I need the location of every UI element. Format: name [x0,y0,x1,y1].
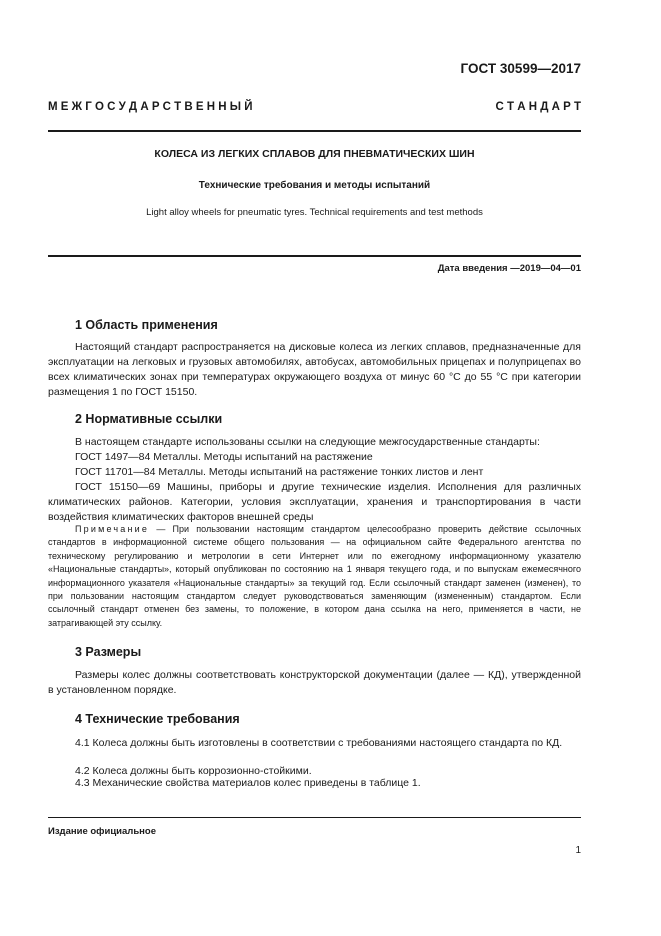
section-3-paragraph: Размеры колес должны соответствовать конструкторской документации (далее — КД), утвержденной в установленном порядке. [48,669,581,696]
official-edition-label: Издание официальное [48,826,156,837]
note-text: — При пользовании настоящим стандартом целесообразно проверить действие ссылочных стандартов в информационной системе общего пользования — на официальном сайте Федерального агентства по техническому регулированию и метрологии в сети Интернет или по ежегодному информационному указателю «Национальные стандарты», который опубликован по состоянию на 1 января текущего года, и по выпускам ежемесячного информационного указателя «Национальные стандарты» за текущий год. Если ссылочный стандарт заменен (изменен), то при пользовании настоящим стандартом следует руководствоваться заменяющим (измененным) стандартом. Если ссылочный стандарт отменен без замены, то положение, в котором дана ссылка на него, применяется в части, не затрагивающей эту ссылку. [48,524,581,628]
standard-type-banner [48,101,581,113]
requirement-item: 4.1 Колеса должны быть изготовлены в соответствии с требованиями настоящего стандарта по КД. [75,737,563,749]
top-divider [48,130,581,132]
requirement-item: 4.2 Колеса должны быть коррозионно-стойкими. [75,765,312,777]
note-label: Примечание [75,524,150,534]
document-title: КОЛЕСА ИЗ ЛЕГКИХ СПЛАВОВ ДЛЯ ПНЕВМАТИЧЕСКИХ ШИН [154,148,475,160]
requirement-item: 4.3 Механические свойства материалов колес приведены в таблице 1. [75,777,421,789]
banner-word-standard: С Т А Н Д А Р Т [495,101,581,113]
banner-word-interstate: М Е Ж Г О С У Д А Р С Т В Е Н Н Ы Й [48,101,253,113]
section-1-paragraph: Настоящий стандарт распространяется на дисковые колеса из легких сплавов, предназначенные для эксплуатации на легковых и грузовых автомобилях, автобусах, автомобильных прицепах и полуприцепах во всех климатических зонах при температурах окружающего воздуха от минус 60 °С до 55 °С при категории размещения 1 по ГОСТ 15150. [48,341,581,398]
normative-reference: ГОСТ 1497—84 Металлы. Методы испытаний на растяжение [75,451,373,463]
gost-number: ГОСТ 30599—2017 [460,61,581,76]
title-divider [48,255,581,257]
normative-reference: ГОСТ 11701—84 Металлы. Методы испытаний на растяжение тонких листов и лент [75,466,484,478]
section-2-heading: 2 Нормативные ссылки [75,412,223,426]
section-3-heading: 3 Размеры [75,645,142,659]
normative-reference: ГОСТ 15150—69 Машины, приборы и другие технические изделия. Исполнения для различных климатических районов. Категории, условия эксплуатации, хранения и транспортирования в части воздействия климатических факторов внешней среды [48,481,581,523]
section-2-intro: В настоящем стандарте использованы ссылки на следующие межгосударственные стандарты: [75,436,540,448]
section-2-note [48,523,581,630]
section-4-heading: 4 Технические требования [75,712,240,726]
document-subtitle: Технические требования и методы испытаний [198,180,431,191]
footer-divider [48,817,581,818]
page-number: 1 [575,845,581,856]
document-english-title: Light alloy wheels for pneumatic tyres. Technical requirements and test methods [146,207,483,218]
section-1-heading: 1 Область применения [75,318,218,332]
introduction-date: Дата введения —2019—04—01 [437,263,581,274]
